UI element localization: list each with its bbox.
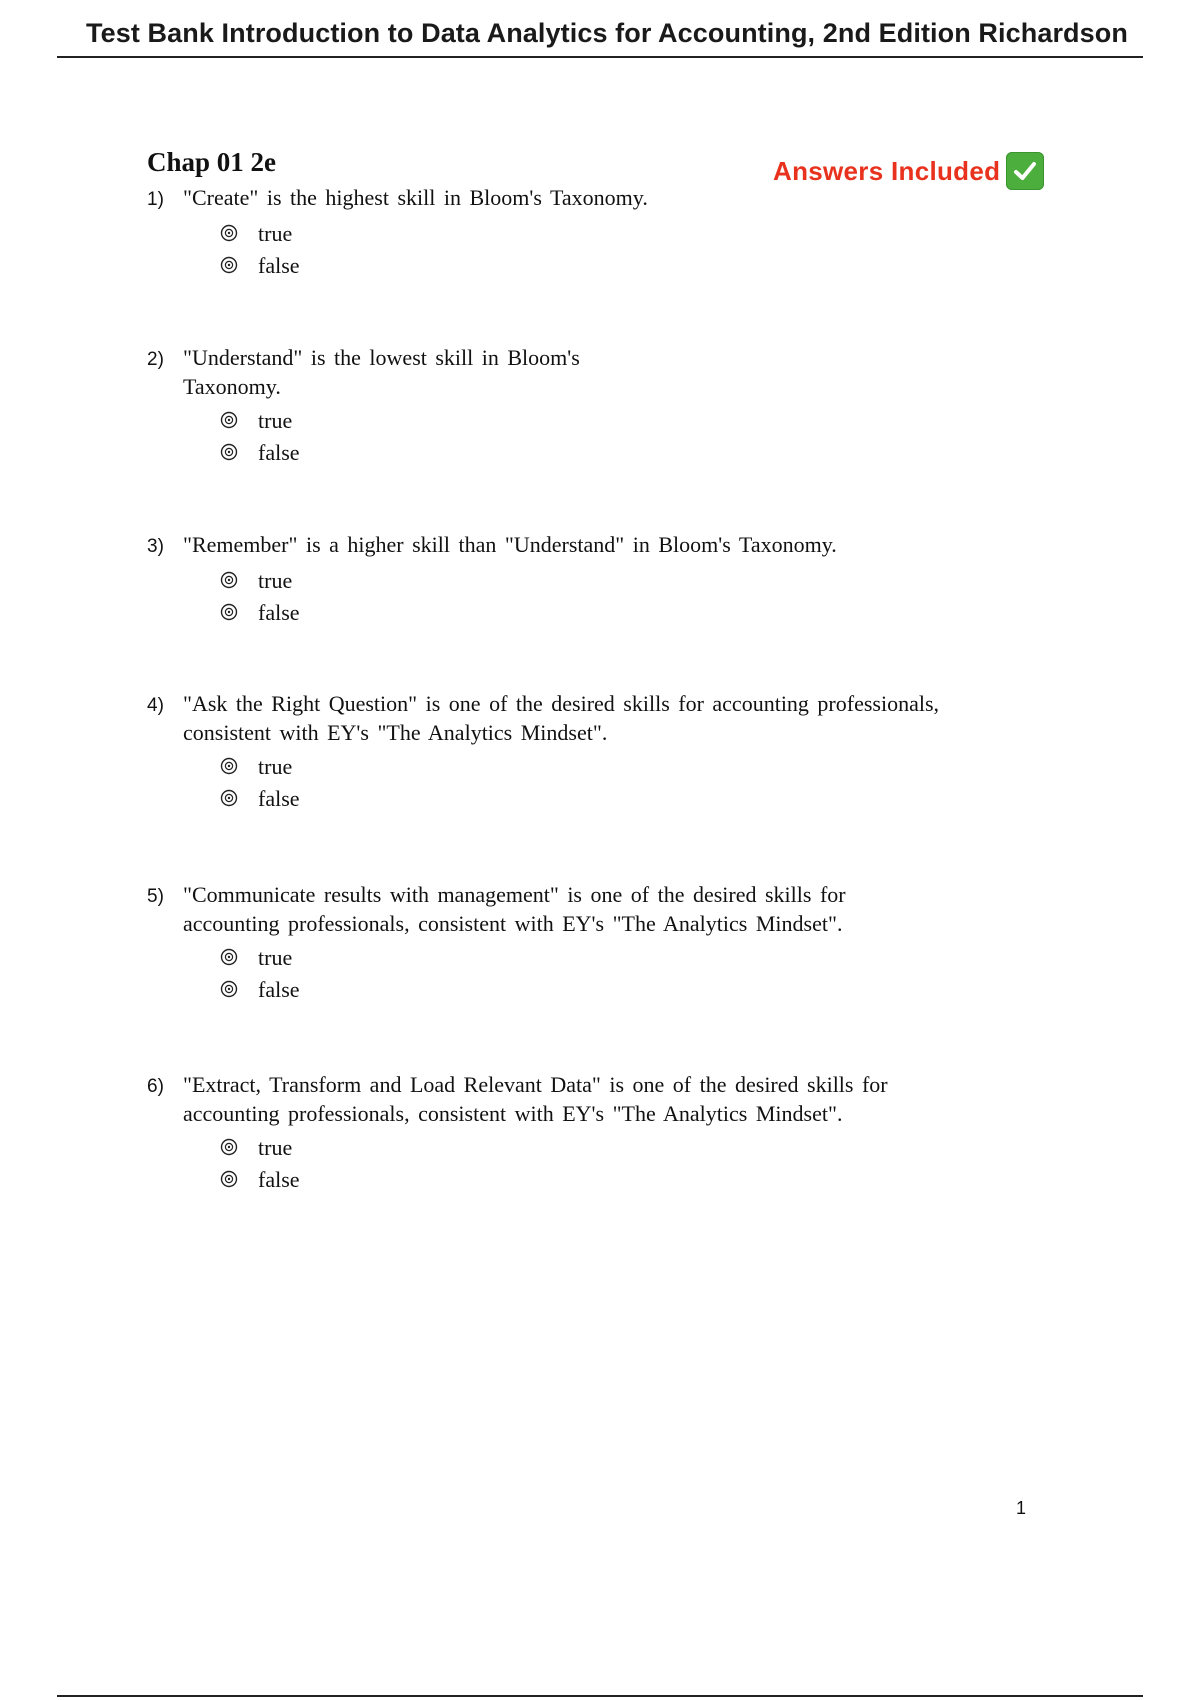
question-3: [147, 530, 1027, 628]
option-label: false: [258, 252, 300, 278]
radio-button-icon[interactable]: [220, 948, 238, 966]
question-text: "Ask the Right Question" is one of the desired skills for accounting professionals, consistent with EY's "The Analytics Mindset".: [183, 691, 940, 745]
question-number: 1): [147, 189, 164, 210]
question-number: 6): [147, 1076, 164, 1097]
option-true[interactable]: [220, 217, 1027, 249]
question-number: 2): [147, 349, 164, 370]
option-label: false: [258, 1166, 300, 1192]
option-label: false: [258, 976, 300, 1002]
radio-button-icon[interactable]: [220, 757, 238, 775]
question-text: "Understand" is the lowest skill in Bloom's Taxonomy.: [183, 345, 580, 399]
question-text: "Extract, Transform and Load Relevant Data" is one of the desired skills for accounting professionals, consistent with EY's "The Analytics Mindset".: [183, 1072, 888, 1126]
option-label: true: [258, 220, 293, 246]
option-label: false: [258, 439, 300, 465]
radio-button-icon[interactable]: [220, 603, 238, 621]
question-text: "Communicate results with management" is one of the desired skills for accounting professionals, consistent with EY's "The Analytics Mindset".: [183, 882, 846, 936]
option-true[interactable]: [220, 1131, 1027, 1163]
question-2: [147, 343, 1027, 468]
option-true[interactable]: [220, 564, 1027, 596]
answer-options: [220, 217, 1027, 281]
option-false[interactable]: [220, 596, 1027, 628]
radio-button-icon[interactable]: [220, 571, 238, 589]
answers-included-label: Answers Included: [773, 155, 1001, 186]
option-label: false: [258, 785, 300, 811]
question-4: [147, 689, 1027, 814]
option-false[interactable]: [220, 249, 1027, 281]
radio-button-icon[interactable]: [220, 1170, 238, 1188]
question-text: "Remember" is a higher skill than "Understand" in Bloom's Taxonomy.: [183, 532, 837, 557]
chapter-title: Chap 01 2e: [147, 147, 277, 177]
question-number: 5): [147, 886, 164, 907]
answer-options: [220, 941, 1027, 1005]
radio-button-icon[interactable]: [220, 411, 238, 429]
option-true[interactable]: [220, 941, 1027, 973]
radio-button-icon[interactable]: [220, 789, 238, 807]
option-false[interactable]: [220, 1163, 1027, 1195]
option-label: true: [258, 1134, 293, 1160]
question-5: [147, 880, 1027, 1005]
option-false[interactable]: [220, 782, 1027, 814]
document-header-title: Test Bank Introduction to Data Analytics for Accounting, 2nd Edition Richardson: [86, 18, 1128, 48]
option-false[interactable]: [220, 973, 1027, 1005]
option-true[interactable]: [220, 750, 1027, 782]
option-label: true: [258, 753, 293, 779]
answer-options: [220, 750, 1027, 814]
question-text: "Create" is the highest skill in Bloom's Taxonomy.: [183, 185, 648, 210]
option-label: true: [258, 407, 293, 433]
answer-options: [220, 1131, 1027, 1195]
radio-button-icon[interactable]: [220, 224, 238, 242]
answer-options: [220, 404, 1027, 468]
option-false[interactable]: [220, 436, 1027, 468]
radio-button-icon[interactable]: [220, 256, 238, 274]
question-1: [147, 183, 1027, 281]
radio-button-icon[interactable]: [220, 1138, 238, 1156]
option-label: true: [258, 567, 293, 593]
option-label: false: [258, 599, 300, 625]
radio-button-icon[interactable]: [220, 443, 238, 461]
page-number: 1: [1016, 1498, 1027, 1518]
answer-options: [220, 564, 1027, 628]
option-label: true: [258, 944, 293, 970]
radio-button-icon[interactable]: [220, 980, 238, 998]
question-number: 4): [147, 695, 164, 716]
option-true[interactable]: [220, 404, 1027, 436]
question-number: 3): [147, 536, 164, 557]
question-6: [147, 1070, 1027, 1195]
footer-divider: [57, 1695, 1143, 1697]
header-divider: [57, 56, 1143, 58]
